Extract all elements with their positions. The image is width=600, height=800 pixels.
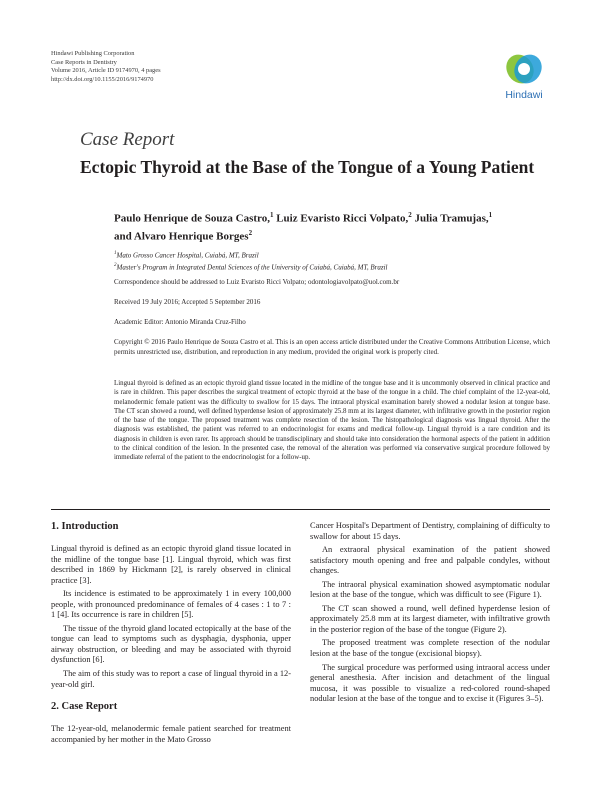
- affiliation-text: Mato Grosso Cancer Hospital, Cuiabá, MT, Brazil: [116, 251, 259, 260]
- affiliation-text: Master's Program in Integrated Dental Sciences of the University of Cuiabá, Cuiabá, MT, Brazil: [116, 263, 388, 272]
- author-name: Julia Tramujas,: [414, 212, 489, 225]
- volume-line: Volume 2016, Article ID 9174970, 4 pages: [51, 67, 161, 75]
- intro-paragraph: The aim of this study was to report a case of lingual thyroid in a 12-year-old girl.: [51, 669, 291, 689]
- intro-paragraph: Lingual thyroid is defined as an ectopic thyroid gland tissue located in the midline of the tongue base [1]. Lingual thyroid, which was first described in 1869 by Hickmann [2], is rarely observed in clinical practice [3].: [51, 544, 291, 585]
- case-paragraph: The intraoral physical examination showed asymptomatic nodular lesion at the base of the tongue, which was difficult to see (Figure 1).: [310, 579, 550, 600]
- case-report-heading: 2. Case Report: [51, 701, 118, 713]
- publisher-line: Hindawi Publishing Corporation: [51, 50, 135, 57]
- divider: [51, 509, 550, 510]
- case-paragraph: The proposed treatment was complete resection of the nodular lesion at the base of the tongue (excisional biopsy).: [310, 638, 550, 659]
- author-affiliation-marker: 2: [408, 211, 412, 219]
- hindawi-logo-text: Hindawi: [505, 89, 543, 101]
- hindawi-logo-mark: [499, 50, 549, 88]
- left-column: [51, 521, 291, 748]
- correspondence: Correspondence should be addressed to Luiz Evaristo Ricci Volpato; odontologiavolpato@uol.com.br: [114, 278, 400, 286]
- author-affiliation-marker: 2: [248, 228, 253, 237]
- affiliation-marker: 2: [114, 262, 117, 268]
- abstract: Lingual thyroid is defined as an ectopic thyroid gland tissue located in the midline of the tongue base and it is uncommonly observed in clinical practice and is rare in children. This paper describes the surgical treatment of ectopic thyroid at the base of the tongue in a child. The chief complaint of the 12-year-old, melanodermic female patient was the difficulty to swallow for 15 days. The intraoral physical examination barely showed a nodular lesion at tongue base. The CT scan showed a round, well defined hyperdense lesion of approximately 25.8 mm at its largest diameter, with infiltrative growth in the posterior region of the base of the tongue. The proposed treatment was complete resection of the lesion. The histopathological diagnosis was lingual thyroid. After the diagnosis was established, the patient was referred to an endocrinologist for exams and medical follow-up. Lingual thyroid is a rare condition and its diagnosis in children is even rarer. Its approach should be transdisciplinary and should take into consideration the hormonal aspects of the patient in addition to the clinical condition of the lesion. In the presented case, the removal of the alteration was performed via conservative surgical procedure followed by immediate referral of the patient to the endocrinologist for a follow-up.: [114, 380, 550, 462]
- affiliation-line: [114, 261, 387, 273]
- intro-paragraph: The tissue of the thyroid gland located ectopically at the base of the tongue can lead to symptoms such as dysphagia, dysphonia, upper airway obstruction, or bleeding and may be associated with thyroid dysfunction [6].: [51, 623, 291, 665]
- intro-paragraph: Its incidence is estimated to be approximately 1 in every 100,000 people, with pronounced predominance of females of 4 cases : 1 to 7 : 1 [4]. Its occurrence is rare in children [5].: [51, 589, 291, 620]
- received-dates: Received 19 July 2016; Accepted 5 September 2016: [114, 298, 261, 306]
- case-paragraph: An extraoral physical examination of the patient showed satisfactory mouth opening and free and palpable condyles, without changes.: [310, 545, 550, 576]
- academic-editor: Academic Editor: Antonio Miranda Cruz-Filho: [114, 318, 246, 326]
- doi-link[interactable]: http://dx.doi.org/10.1155/2016/9174970: [51, 75, 154, 83]
- article-type: Case Report: [80, 129, 175, 150]
- hindawi-logo: [499, 50, 549, 104]
- author-name: Luiz Evaristo Ricci Volpato,: [276, 212, 409, 225]
- journal-header: [51, 50, 161, 84]
- affiliation-line: [114, 249, 387, 261]
- copyright-notice: Copyright © 2016 Paulo Henrique de Souza Castro et al. This is an open access article distributed under the Creative Commons Attribution License, which permits unrestricted use, distribution, and reproduction in any medium, provided the original work is properly cited.: [114, 338, 550, 356]
- introduction-heading: 1. Introduction: [51, 521, 119, 532]
- case-paragraph: Cancer Hospital's Department of Dentistry, complaining of difficulty to swallow for about 15 days.: [310, 521, 550, 541]
- author-affiliation-marker: 1: [269, 211, 274, 219]
- case-paragraph: The 12-year-old, melanodermic female patient searched for treatment accompanied by her mother in the Mato Grosso: [51, 724, 291, 744]
- journal-name: Case Reports in Dentistry: [51, 58, 117, 66]
- case-paragraph: The surgical procedure was performed using intraoral access under general anesthesia. After incision and detachment of the lingual mucosa, it was possible to visualize a red-colored round-shaped nodular lesion at the base of the tongue and to excise it (Figures 3–5).: [310, 662, 550, 704]
- case-paragraph: The CT scan showed a round, well defined hyperdense lesion of approximately 25.8 mm at its largest diameter, with infiltrative growth in the posterior region of the base of the tongue (Figure 2).: [310, 603, 550, 634]
- article-title: Ectopic Thyroid at the Base of the Tongue of a Young Patient: [80, 157, 535, 177]
- author-list: [114, 208, 494, 243]
- author-affiliation-marker: 1: [488, 211, 493, 219]
- author-name: and Alvaro Henrique Borges: [114, 230, 249, 243]
- right-column: [310, 521, 550, 708]
- author-name: Paulo Henrique de Souza Castro,: [114, 212, 270, 225]
- affiliations: [114, 249, 387, 273]
- affiliation-marker: 1: [114, 251, 117, 256]
